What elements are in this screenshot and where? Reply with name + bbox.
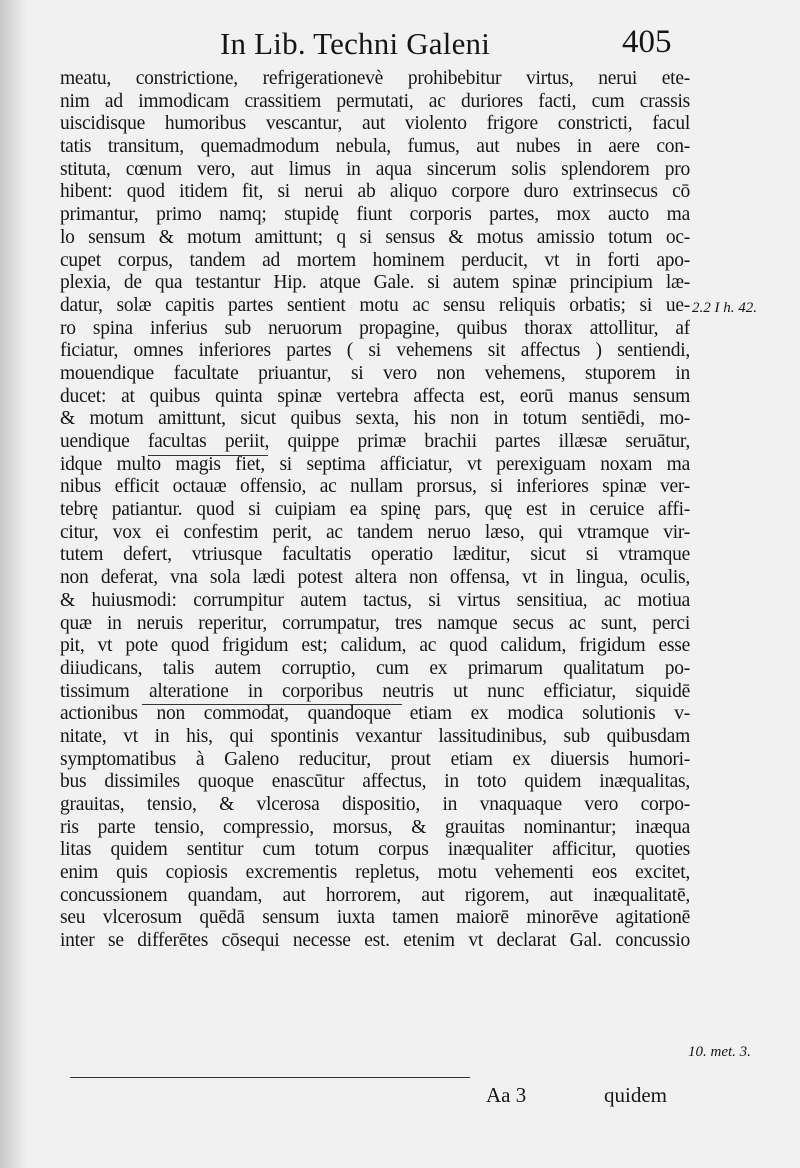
text-line: diiudicans, talis autem corruptio, cum ex primarum qualitatum po- [60,657,690,679]
handwritten-underline [142,704,402,705]
text-line: nitate, vt in his, qui spontinis vexantur lassitudinibus, sub quibusdam [60,725,690,747]
text-line: tissimum alteratione in corporibus neutris ut nunc efficiatur, siquidē [60,680,690,702]
text-line: tatis transitum, quemadmodum nebula, fumus, aut nubes in aere con- [60,136,690,158]
text-line: mouendique facultate priuantur, si vero non vehemens, stuporem in [60,362,690,384]
signature-mark: Aa 3 [486,1083,527,1107]
text-line: uiscidisque humoribus vescantur, aut violento frigore constricti, facul [60,113,690,135]
handwritten-underline [70,1077,470,1078]
text-line: & motum amittunt, sicut quibus sexta, his non in totum sentiēdi, mo- [60,408,690,430]
text-line: ducet: at quibus quinta spinæ vertebra affecta est, eorū manus sensum [60,385,690,407]
text-line: datur, solæ capitis partes sentient motu ac sensu reliquis orbatis; si ue- [60,294,690,316]
text-line: inter se differētes cōsequi necesse est. etenim vt declarat Gal. concussio [60,930,690,952]
text-line: bus dissimiles quoque enascūtur affectus, in toto quidem inæqualitas, [60,771,690,793]
text-line: nim ad immodicam crassitiem permutati, ac duriores facti, cum crassis [60,90,690,112]
text-line: meatu, constrictione, refrigerationevè prohibebitur virtus, nerui ete- [60,68,690,89]
text-line: plexia, de qua testantur Hip. atque Gale. si autem spinæ principium læ- [60,272,690,294]
text-line: seu vlcerosum quēdā sensum iuxta tamen maiorē minorēve agitationē [60,907,690,929]
text-line: uendique facultas periit, quippe primæ brachii partes illæsæ seruātur, [60,431,690,452]
text-line: non deferat, vna sola lædi potest altera non offensa, vt in lingua, oculis, [60,567,690,589]
text-line: actionibus non commodat, quandoque etiam ex modica solutionis v- [60,703,690,725]
text-line: pit, vt pote quod frigidum est; calidum, ac quod calidum, frigidum esse [60,635,690,657]
text-line: symptomatibus à Galeno reducitur, prout etiam ex diuersis humori- [60,748,690,770]
margin-note: 2.2 I h. 42. [692,300,757,316]
text-line: grauitas, tensio, & vlcerosa dispositio, in vnaquaque vero corpo- [60,794,690,815]
page-number: 405 [622,24,672,60]
text-line: cupet corpus, tandem ad mortem hominem perducit, vt in forti apo- [60,249,690,271]
text-line: hibent: quod itidem fit, si nerui ab aliquo corpore duro extrinsecus cō [60,181,690,203]
catchword: quidem [604,1083,667,1107]
running-title: In Lib. Techni Galeni [220,26,491,61]
text-line: ro spina inferius sub neruorum propagine, quibus thorax attollitur, af [60,317,690,339]
margin-note: 10. met. 3. [688,1044,751,1060]
text-line: tutem defert, vtriusque facultatis operatio læditur, sicut si vtramque [60,544,690,566]
text-line: idque multo magis fiet, si septima afficiatur, vt perexiguam noxam ma [60,453,690,475]
handwritten-underline [148,455,268,456]
text-line: citur, vox ei confestim perit, ac tandem neruo læso, qui vtramque vir- [60,521,690,543]
text-line: ficiatur, omnes inferiores partes ( si vehemens sit affectus ) sentiendi, [60,340,690,362]
text-line: ris parte tensio, compressio, morsus, & grauitas nominantur; inæqua [60,816,690,838]
page-gutter-shadow [0,0,28,1168]
text-line: stituta, cœnum vero, aut limus in aqua sincerum solis splendorem pro [60,158,690,180]
text-line: & huiusmodi: corrumpitur autem tactus, si virtus sensitiua, ac motiua [60,589,690,611]
text-line: primantur, primo namq; stupidę fiunt corporis partes, mox aucto ma [60,204,690,226]
text-line: enim quis copiosis excrementis repletus, motu vehementi eos excitet, [60,862,690,884]
text-line: nibus efficit octauæ offensio, ac nullam prorsus, si inferiores spinæ ver- [60,476,690,498]
body-text [60,68,690,953]
text-line: lo sensum & motum amittunt; q si sensus & motus amissio totum oc- [60,226,690,248]
text-line: quæ in neruis reperitur, corrumpatur, tres namque secus ac sunt, perci [60,612,690,634]
text-line: tebrę patiantur. quod si cuipiam ea spinę pars, quę est in ceruice affi- [60,499,690,521]
text-line: litas quidem sentitur cum totum corpus inæqualiter afficitur, quoties [60,839,690,861]
text-line: concussionem quandam, aut horrorem, aut rigorem, aut inæqualitatē, [60,884,690,906]
